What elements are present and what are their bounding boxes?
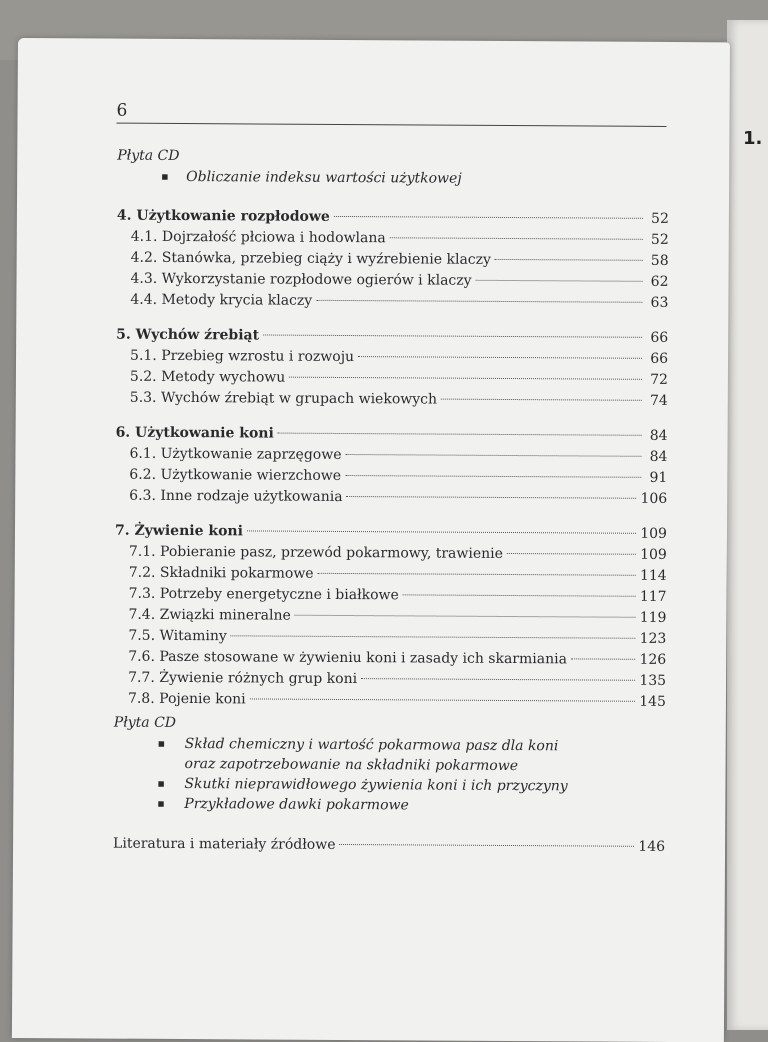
toc-entry-title: 4.2. Stanówka, przebieg ciąży i wyźrebienie klaczy xyxy=(130,249,492,268)
cd-label: Płyta CD xyxy=(113,714,177,731)
toc-entry-page: 58 xyxy=(650,252,669,269)
leader-dots xyxy=(345,475,641,478)
book-page xyxy=(12,38,730,1042)
toc-entry-page: 146 xyxy=(638,838,666,855)
leader-dots xyxy=(507,553,636,555)
toc-entry-page: 74 xyxy=(649,392,668,409)
toc-entry-title: 7.5. Witaminy xyxy=(128,627,227,645)
leader-dots xyxy=(316,300,642,303)
leader-dots xyxy=(263,335,642,338)
leader-dots xyxy=(495,259,643,261)
cd-item-text: Skład chemiczny i wartość pokarmowa pasz dla koni xyxy=(184,736,559,755)
facing-page-fragment: 1. xyxy=(743,128,763,149)
toc-entry-page: 84 xyxy=(649,448,668,465)
page-number: 6 xyxy=(116,100,128,121)
leader-dots xyxy=(250,698,636,701)
bullet-icon: ▪ xyxy=(161,169,169,183)
toc-entry-page: 62 xyxy=(650,273,669,290)
bullet-icon: ▪ xyxy=(157,736,166,750)
cd-item xyxy=(114,734,666,777)
leader-dots xyxy=(476,280,643,282)
toc-entry-page: 52 xyxy=(650,231,669,248)
toc-entry-page: 135 xyxy=(639,672,667,689)
toc-entry-title: 4.3. Wykorzystanie rozpłodowe ogierów i klaczy xyxy=(130,270,472,289)
cd-label: Płyta CD xyxy=(117,147,180,164)
leader-dots xyxy=(247,530,636,533)
leader-dots xyxy=(340,844,635,847)
cd-item-text: Obliczanie indeksu wartości użytkowej xyxy=(186,169,462,187)
toc-entry-title: 7.7. Żywienie różnych grup koni xyxy=(128,669,358,688)
toc-entry-page: 117 xyxy=(639,588,667,605)
toc-entry-title: 6.1. Użytkowanie zaprzęgowe xyxy=(129,445,342,463)
toc-entry-title: 5.1. Przebieg wzrostu i rozwoju xyxy=(130,347,355,366)
toc-entry-title: 6.3. Inne rodzaje użytkowania xyxy=(129,487,343,505)
toc-entry-page: 123 xyxy=(639,630,667,647)
cd-item-text-continued: oraz zapotrzebowanie na składniki pokarmowe xyxy=(184,756,519,775)
toc-entry-title: 6. Użytkowanie koni xyxy=(115,424,274,442)
leader-dots xyxy=(334,216,643,219)
toc-entry-title: 5. Wychów źrebiąt xyxy=(116,326,260,344)
toc-entry-title: 7.3. Potrzeby energetyczne i białkowe xyxy=(128,585,399,604)
toc-literature[interactable] xyxy=(113,836,665,860)
toc-entry-title: 7.2. Składniki pokarmowe xyxy=(128,564,314,582)
leader-dots xyxy=(403,594,636,596)
toc-entry-title: 4. Użytkowanie rozpłodowe xyxy=(116,207,330,225)
leader-dots xyxy=(358,356,642,359)
toc-entry-page: 72 xyxy=(650,371,668,388)
leader-dots xyxy=(361,678,635,681)
toc-entry-page: 126 xyxy=(639,651,667,668)
cd-block xyxy=(113,712,666,817)
toc-entry-page: 63 xyxy=(650,294,669,311)
toc-entry-page: 91 xyxy=(649,469,668,486)
toc-entry-page: 106 xyxy=(640,490,668,507)
toc-entry-page: 84 xyxy=(649,427,668,444)
toc-entry-title: Literatura i materiały źródłowe xyxy=(113,835,336,853)
toc-entry-title: 5.2. Metody wychowu xyxy=(129,368,286,386)
table-of-contents xyxy=(113,145,669,860)
bullet-icon: ▪ xyxy=(157,776,165,790)
toc-entry-title: 7.4. Związki mineralne xyxy=(128,606,291,624)
leader-dots xyxy=(289,377,642,380)
leader-dots xyxy=(318,573,636,576)
toc-entry-page: 66 xyxy=(650,350,669,367)
cd-item xyxy=(117,167,669,190)
toc-entry-title: 7.1. Pobieranie pasz, przewód pokarmowy, trawienie xyxy=(128,543,503,562)
toc-entry-title: 4.4. Metody krycia klaczy xyxy=(130,291,313,309)
header-rule xyxy=(116,123,666,127)
toc-entry-page: 109 xyxy=(640,546,667,563)
toc-entry-title: 7.6. Pasze stosowane w żywieniu koni i zasady ich skarmiania xyxy=(128,648,568,668)
toc-entry-title: 7. Żywienie koni xyxy=(114,522,243,540)
leader-dots xyxy=(231,635,636,638)
toc-entry-page: 52 xyxy=(651,210,669,227)
toc-entry-page: 66 xyxy=(650,329,669,346)
cd-item xyxy=(113,794,665,817)
leader-dots xyxy=(571,658,636,659)
leader-dots xyxy=(347,496,637,499)
leader-dots xyxy=(390,237,643,240)
leader-dots xyxy=(441,399,642,401)
leader-dots xyxy=(278,433,642,436)
leader-dots xyxy=(346,454,642,457)
toc-entry-title: 6.2. Użytkowanie wierzchowe xyxy=(129,466,342,484)
toc-entry-title: 7.8. Pojenie koni xyxy=(127,690,246,708)
facing-page xyxy=(727,20,768,1030)
toc-entry-page: 114 xyxy=(639,567,667,584)
toc-entry-title: 5.3. Wychów źrebiąt w grupach wiekowych xyxy=(129,389,438,408)
bullet-icon: ▪ xyxy=(157,796,165,810)
cd-item-text: Przykładowe dawki pokarmowe xyxy=(184,796,409,814)
toc-entry-title: 4.1. Dojrzałość płciowa i hodowlana xyxy=(130,228,386,247)
toc-entry-page: 109 xyxy=(640,525,668,542)
toc-entry-page: 119 xyxy=(639,609,667,626)
cd-item-text: Skutki nieprawidłowego żywienia koni i ich przyczyny xyxy=(184,776,568,795)
leader-dots xyxy=(295,615,636,618)
toc-entry-page: 145 xyxy=(639,693,667,710)
